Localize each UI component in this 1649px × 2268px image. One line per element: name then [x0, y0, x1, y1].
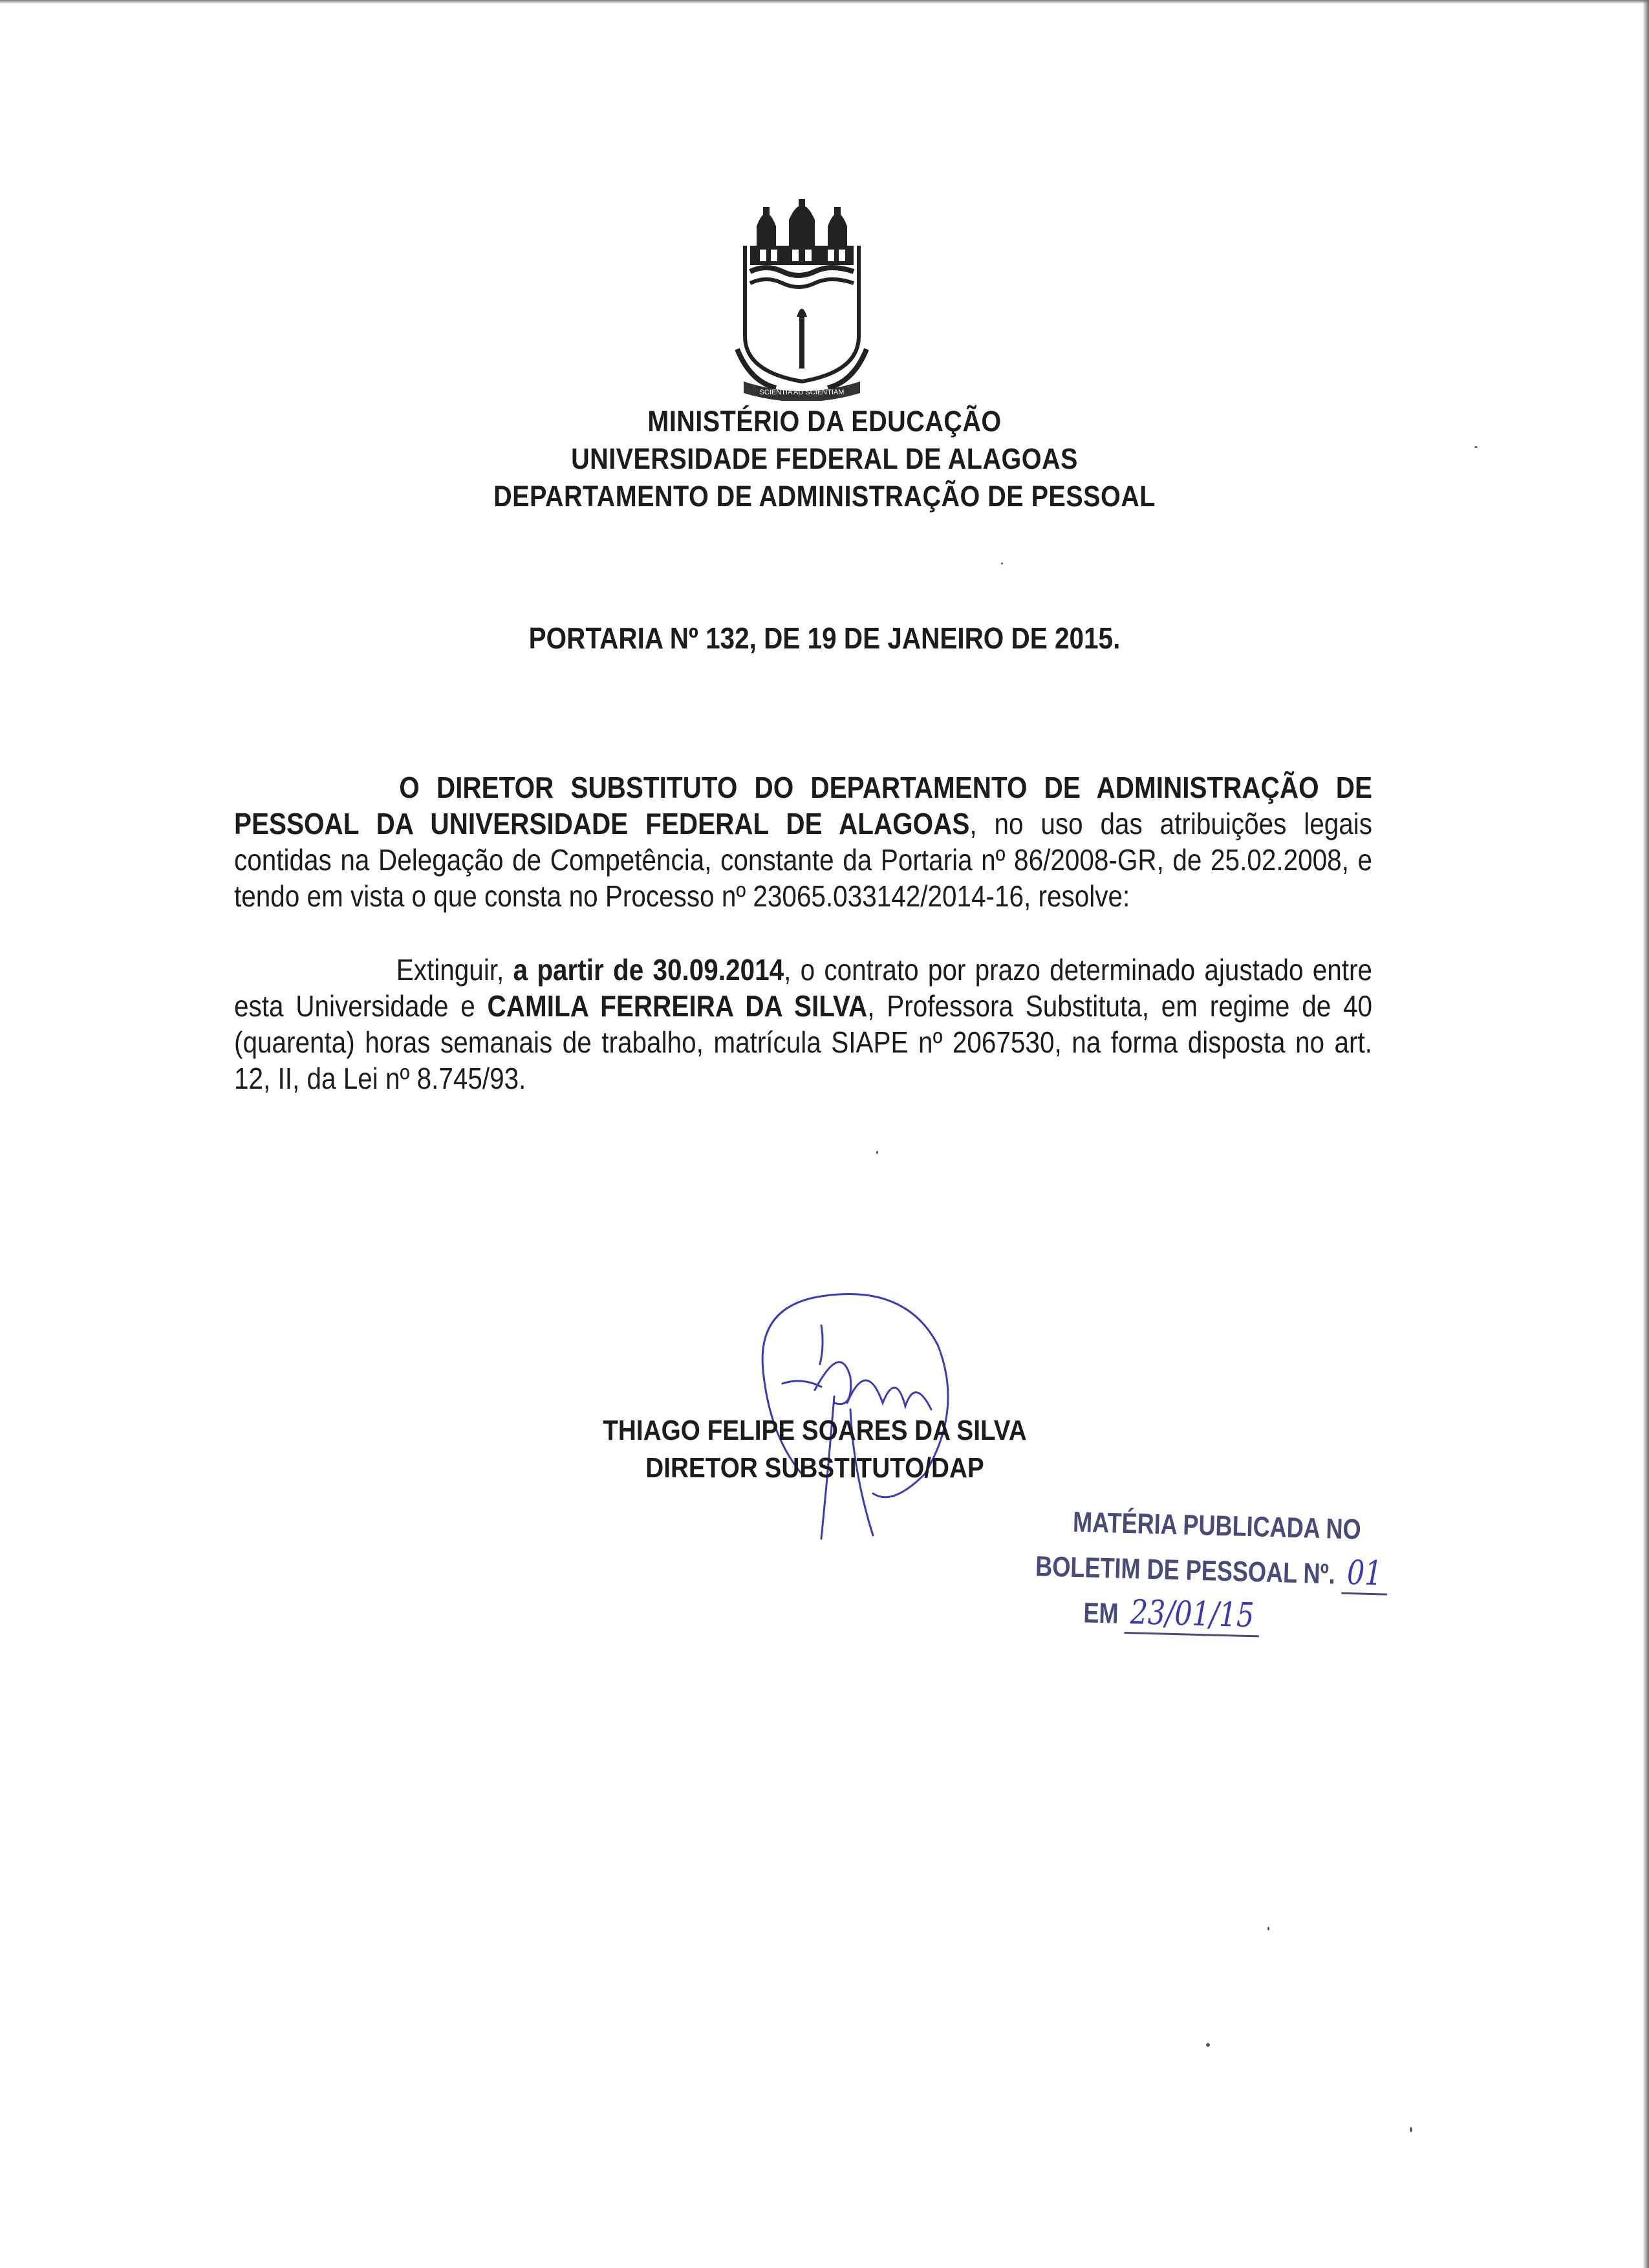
signatory-name: THIAGO FELIPE SOARES DA SILVA — [603, 1415, 1027, 1446]
resolution-text-2: , Professora Substituta, em regime de 40 (quarenta) horas semanais de trabalho, matrícula SIAPE nº 2067530, na forma disposta no art. 12, II, da Lei nº 8.745/93. — [234, 989, 1372, 1095]
scan-border-top — [0, 0, 1649, 4]
preamble-text: , no uso das atribuições legais contidas na Delegação de Competência, constante da Portaria nº 86/2008-GR, de 25.02.2008, e tendo em vista o que consta no Processo nº 23065.033142/2014-16, resolve: — [234, 807, 1372, 913]
preamble-bold-intro: O DIRETOR SUBSTITUTO DO DEPARTAMENTO DE ADMINISTRAÇÃO DE PESSOAL DA UNIVERSIDADE FEDERAL DE ALAGOAS — [234, 771, 1373, 840]
scan-speck — [1267, 1927, 1269, 1931]
stamp-boletim-number: 01 — [1341, 1554, 1388, 1596]
signatory-role: DIRETOR SUBSTITUTO/DAP — [645, 1452, 984, 1484]
crest-motto: SCIENTIA AD SCIENTIAM — [759, 389, 845, 396]
portaria-title: PORTARIA Nº 132, DE 19 DE JANEIRO DE 2015. — [528, 621, 1121, 655]
resolution-verb: Extinguir, — [396, 953, 513, 987]
stamp-em-label: EM — [1083, 1597, 1119, 1630]
stamp-line-1: MATÉRIA PUBLICADA NO — [1072, 1506, 1362, 1546]
paragraph-resolution — [234, 952, 1372, 1097]
header-department: DEPARTAMENTO DE ADMINISTRAÇÃO DE PESSOAL — [493, 480, 1156, 513]
paragraph-preamble — [234, 769, 1372, 914]
scan-speck — [1206, 2043, 1210, 2047]
scan-speck — [1001, 562, 1003, 564]
header-ministry: MINISTÉRIO DA EDUCAÇÃO — [647, 405, 1002, 438]
publication-stamp — [1024, 1500, 1403, 1658]
scan-speck — [1410, 2127, 1412, 2132]
stamp-boletim-label: BOLETIM DE PESSOAL Nº. — [1035, 1550, 1336, 1590]
scan-speck — [876, 1151, 878, 1154]
stamp-line-3 — [1083, 1592, 1260, 1637]
stamp-date: 23/01/15 — [1125, 1593, 1260, 1637]
resolution-date: a partir de 30.09.2014 — [513, 953, 784, 987]
university-crest-icon — [731, 187, 873, 401]
resolution-name: CAMILA FERREIRA DA SILVA — [487, 989, 868, 1023]
scan-border-right — [1643, 0, 1649, 2268]
header-university: UNIVERSIDADE FEDERAL DE ALAGOAS — [571, 442, 1078, 475]
scan-speck — [1474, 446, 1478, 448]
stamp-line-2 — [1035, 1545, 1388, 1595]
resolution-text-1: , o contrato por prazo determinado ajustado entre esta Universidade e — [234, 953, 1372, 1023]
